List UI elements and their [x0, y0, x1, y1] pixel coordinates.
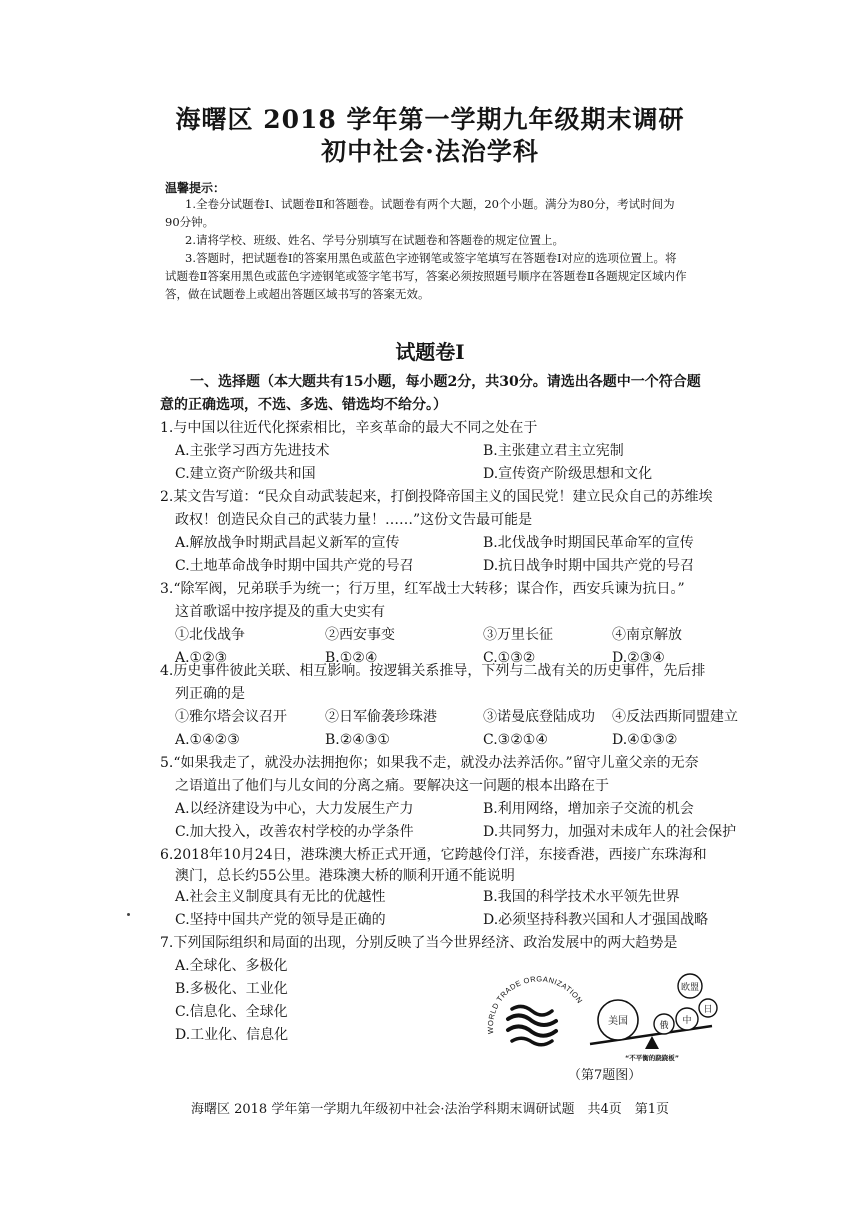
question-5-option-b: B.利用网络，增加亲子交流的机会 — [483, 801, 694, 817]
question-3-item: ①北伐战争 — [175, 627, 245, 643]
question-6-stem: 6.2018年10月24日，港珠澳大桥正式开通，它跨越伶仃洋，东接香港，西接广东珠海和 — [160, 847, 707, 863]
question-6-option-a: A.社会主义制度具有无比的优越性 — [175, 889, 386, 905]
question-4-item: ④反法西斯同盟建立 — [612, 709, 738, 725]
question-1-option-a: A.主张学习西方先进技术 — [175, 443, 330, 459]
ball-russia-label: 俄 — [659, 1021, 669, 1031]
question-6-option-c: C.坚持中国共产党的领导是正确的 — [175, 912, 386, 928]
question-4-option-b: B.②④③① — [325, 732, 390, 748]
question-7-option-c: C.信息化、全球化 — [175, 1004, 288, 1020]
question-3-item: ③万里长征 — [483, 627, 553, 643]
ball-usa-label: 美国 — [608, 1016, 628, 1027]
wto-logo — [486, 974, 585, 1044]
question-3-stem: 3.“除军阀，兄弟联手为统一；行万里，红军战士大转移；谋合作，西安兵谏为抗日。” — [160, 581, 685, 597]
question-7-figure — [480, 965, 730, 1065]
scan-speck — [127, 913, 130, 916]
tip-line: 答，做在试题卷上或超出答题区域书写的答案无效。 — [165, 287, 430, 301]
section-title: 试题卷Ⅰ — [395, 340, 465, 364]
question-2-option-d: D.抗日战争时期中国共产党的号召 — [483, 558, 695, 574]
question-2-option-b: B.北伐战争时期国民革命军的宣传 — [483, 535, 694, 551]
part-intro: 意的正确选项，不选、多选、错选均不给分。） — [160, 397, 447, 413]
seesaw-cartoon — [590, 974, 717, 1062]
question-3-item: ②西安事变 — [325, 627, 395, 643]
tip-line: 2.请将学校、班级、姓名、学号分别填写在试题卷和答题卷的规定位置上。 — [185, 233, 564, 247]
ball-japan-label: 日 — [703, 1005, 713, 1015]
tips-heading: 温馨提示： — [165, 181, 226, 195]
question-7-option-d: D.工业化、信息化 — [175, 1027, 289, 1043]
tip-line: 1.全卷分试题卷Ⅰ、试题卷Ⅱ和答题卷。试题卷有两个大题，20个小题。满分为80分，考试时间为 — [185, 197, 675, 211]
question-3-option-d: D.②③④ — [612, 650, 665, 666]
question-4-option-a: A.①④②③ — [175, 732, 240, 748]
question-4-stem: 4.历史事件彼此关联、相互影响。按逻辑关系推导，下列与二战有关的历史事件，先后排 — [160, 663, 706, 679]
question-4-option-d: D.④①③② — [612, 732, 678, 748]
question-2-stem: 政权！创造民众自己的武装力量！……”这份文告最可能是 — [175, 512, 533, 528]
question-5-stem: 之语道出了他们与儿女间的分离之痛。要解决这一问题的根本出路在于 — [175, 778, 609, 794]
ball-eu-label: 欧盟 — [680, 983, 700, 993]
question-4-item: ①雅尔塔会议召开 — [175, 709, 287, 725]
question-4-item: ③诺曼底登陆成功 — [483, 709, 595, 725]
question-1-stem: 1.与中国以往近代化探索相比，辛亥革命的最大不同之处在于 — [160, 420, 538, 436]
wto-ring-text: WORLD TRADE ORGANIZATION — [485, 974, 585, 1035]
question-1-option-c: C.建立资产阶级共和国 — [175, 466, 316, 482]
question-3-stem: 这首歌谣中按序提及的重大史实有 — [175, 604, 385, 620]
part-intro: 一、选择题（本大题共有15小题，每小题2分，共30分。请选出各题中一个符合题 — [190, 374, 701, 390]
tip-line: 90分钟。 — [165, 215, 215, 229]
question-5-option-d: D.共同努力，加强对未成年人的社会保护 — [483, 824, 737, 840]
question-3-option-a: A.①②③ — [175, 650, 228, 666]
question-4-stem: 列正确的是 — [175, 686, 245, 702]
question-3-option-c: C.①③② — [483, 650, 536, 666]
question-4-option-c: C.③②①④ — [483, 732, 548, 748]
question-5-stem: 5.“如果我走了，就没办法拥抱你；如果我不走，就没办法养活你。”留守儿童父亲的无奈 — [160, 755, 699, 771]
question-7-stem: 7.下列国际组织和局面的出现，分别反映了当今世界经济、政治发展中的两大趋势是 — [160, 935, 678, 951]
question-6-stem: 澳门，总长约55公里。港珠澳大桥的顺利开通不能说明 — [175, 868, 515, 884]
question-6-option-d: D.必须坚持科教兴国和人才强国战略 — [483, 912, 709, 928]
svg-text:WORLD TRADE ORGANIZATION — [486, 974, 585, 1034]
tip-line: 试题卷Ⅱ答案用黑色或蓝色字迹钢笔或签字笔书写，答案必须按照题号顺序在答题卷Ⅱ各题规定区域内作 — [165, 269, 687, 283]
seesaw-caption: “不平衡的跷跷板” — [624, 1054, 680, 1062]
exam-title-line2: 初中社会·法治学科 — [321, 137, 539, 166]
question-6-option-b: B.我国的科学技术水平领先世界 — [483, 889, 680, 905]
question-2-option-c: C.土地革命战争时期中国共产党的号召 — [175, 558, 414, 574]
question-2-stem: 2.某文告写道：“民众自动武装起来，打倒投降帝国主义的国民党！建立民众自己的苏维埃 — [160, 489, 713, 505]
question-5-option-c: C.加大投入，改善农村学校的办学条件 — [175, 824, 414, 840]
question-1-option-d: D.宣传资产阶级思想和文化 — [483, 466, 653, 482]
exam-title-line1: 海曙区 2018 学年第一学期九年级期末调研 — [175, 105, 685, 134]
question-5-option-a: A.以经济建设为中心，大力发展生产力 — [175, 801, 414, 817]
ball-china-label: 中 — [682, 1016, 692, 1026]
page-footer: 海曙区 2018 学年第一学期九年级初中社会·法治学科期末调研试题 共4页 第1页 — [190, 1102, 670, 1117]
question-4-item: ②日军偷袭珍珠港 — [325, 709, 437, 725]
question-3-option-b: B.①②④ — [325, 650, 378, 666]
question-2-option-a: A.解放战争时期武昌起义新军的宣传 — [175, 535, 400, 551]
question-3-item: ④南京解放 — [612, 627, 682, 643]
seesaw-fulcrum — [645, 1036, 659, 1049]
figure-caption: （第7题图） — [568, 1068, 642, 1083]
tip-line: 3.答题时，把试题卷Ⅰ的答案用黑色或蓝色字迹钢笔或签字笔填写在答题卷Ⅰ对应的选项位置上。将 — [185, 251, 677, 265]
question-1-option-b: B.主张建立君主立宪制 — [483, 443, 624, 459]
question-7-option-a: A.全球化、多极化 — [175, 958, 288, 974]
question-7-option-b: B.多极化、工业化 — [175, 981, 288, 997]
